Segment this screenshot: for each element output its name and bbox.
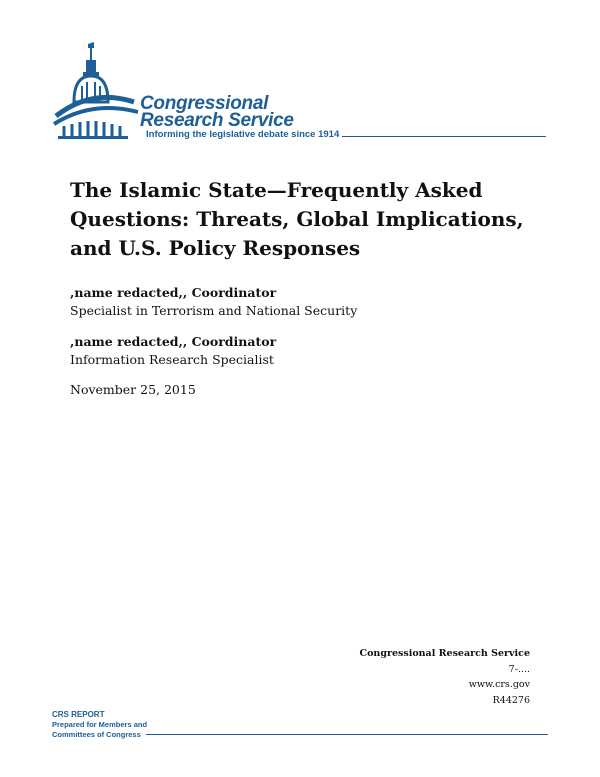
crs-name: Congressional Research Service — [359, 648, 530, 659]
crs-phone: 7-.... — [508, 663, 530, 675]
logo-line2: Research Service — [140, 110, 294, 131]
footer-rule — [146, 734, 548, 735]
report-title: The Islamic State—Frequently Asked Questions: Threats, Global Implications, and U.S. Policy Responses — [70, 178, 524, 260]
footer-line1: CRS REPORT — [52, 710, 105, 719]
logo-line1: Congressional — [140, 93, 269, 114]
crs-contact-block — [360, 646, 530, 708]
author-role: Specialist in Terrorism and National Security — [70, 303, 358, 318]
author-name: ,name redacted,, Coordinator — [70, 285, 277, 300]
author-name: ,name redacted,, Coordinator — [70, 334, 277, 349]
capitol-dome-icon — [52, 42, 142, 142]
footer-block — [52, 710, 147, 740]
logo-tagline: Informing the legislative debate since 1914 — [146, 129, 340, 140]
crs-website[interactable]: www.crs.gov — [468, 679, 530, 690]
report-date: November 25, 2015 — [70, 382, 196, 397]
footer-line3: Committees of Congress — [52, 730, 141, 739]
author-block-2 — [70, 333, 276, 369]
crs-logo — [52, 42, 552, 152]
report-number: R44276 — [492, 694, 530, 706]
author-role: Information Research Specialist — [70, 352, 274, 367]
footer-line2: Prepared for Members and — [52, 720, 148, 729]
author-block-1 — [70, 284, 357, 320]
tagline-rule — [342, 136, 546, 137]
